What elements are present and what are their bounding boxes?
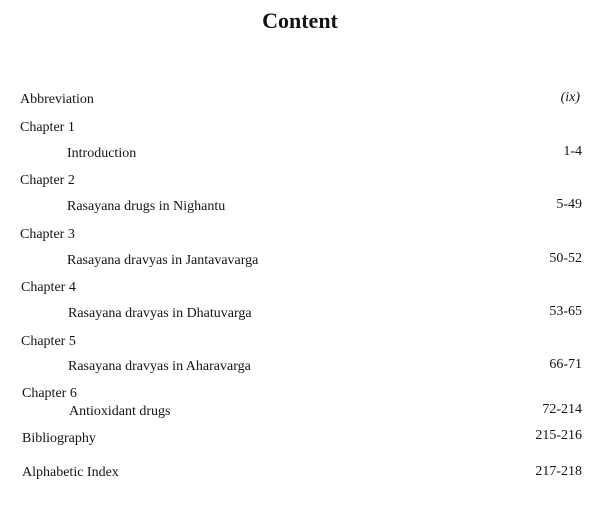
chapter-heading: Chapter 6 <box>22 386 77 401</box>
chapter-entry: Rasayana dravyas in Dhatuvarga <box>68 306 252 321</box>
chapter-entry: Rasayana dravyas in Aharavarga <box>68 359 251 374</box>
chapter-heading: Chapter 1 <box>20 120 75 135</box>
chapter-pages: 53-65 <box>549 304 582 319</box>
chapter-pages: 50-52 <box>549 251 582 266</box>
chapter-entry: Introduction <box>67 146 137 161</box>
chapter-pages: 5-49 <box>556 197 582 212</box>
chapter-heading: Chapter 3 <box>20 227 75 242</box>
abbreviation-label: Abbreviation <box>20 92 94 107</box>
chapter-pages: 1-4 <box>563 144 582 159</box>
chapter-entry: Rasayana dravyas in Jantavavarga <box>67 253 259 268</box>
chapter-heading: Chapter 2 <box>20 173 75 188</box>
bibliography-label: Bibliography <box>22 431 96 446</box>
chapter-heading: Chapter 4 <box>21 280 76 295</box>
chapter-pages: 72-214 <box>542 402 582 417</box>
chapter-pages: 66-71 <box>549 357 582 372</box>
chapter-entry: Antioxidant drugs <box>69 404 171 419</box>
index-pages: 217-218 <box>535 464 582 479</box>
abbreviation-page: (ix) <box>560 90 580 105</box>
chapter-heading: Chapter 5 <box>21 334 76 349</box>
bibliography-pages: 215-216 <box>535 428 582 443</box>
chapter-entry: Rasayana drugs in Nighantu <box>67 199 226 214</box>
index-label: Alphabetic Index <box>22 465 119 480</box>
page-title: Content <box>262 8 338 33</box>
